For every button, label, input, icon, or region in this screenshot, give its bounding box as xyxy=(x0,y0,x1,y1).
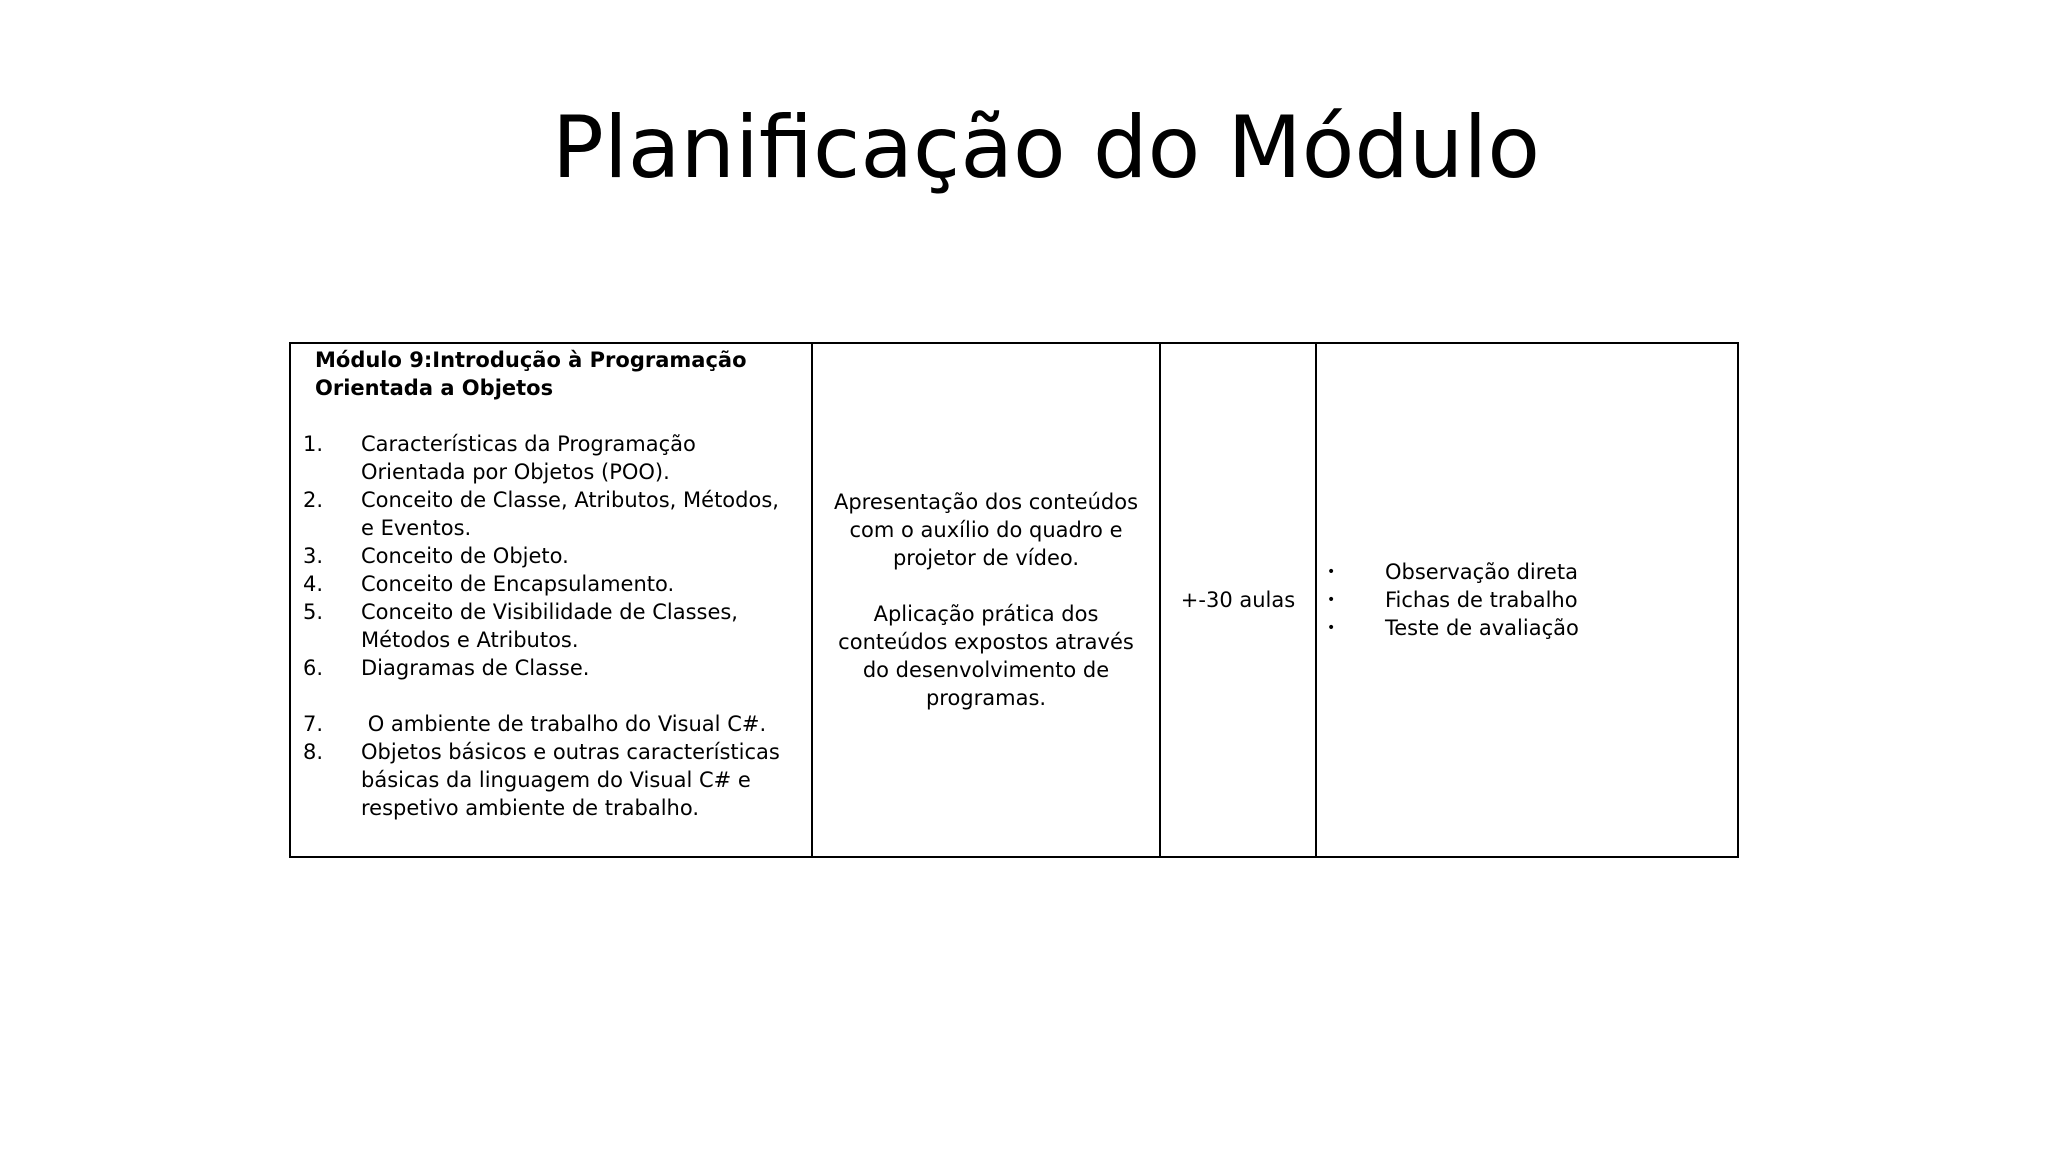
topic-number: 3. xyxy=(303,544,324,568)
topic-number: 8. xyxy=(303,740,324,764)
list-item xyxy=(1327,558,1737,586)
evaluation-text: Fichas de trabalho xyxy=(1385,588,1578,612)
strategy-paragraph: Apresentação dos conteúdos com o auxílio do quadro e projetor de vídeo. xyxy=(833,490,1139,570)
topic-text: Diagramas de Classe. xyxy=(361,656,590,680)
topic-text: Conceito de Visibilidade de Classes, Métodos e Atributos. xyxy=(361,600,738,652)
topic-text: Conceito de Classe, Atributos, Métodos, e Eventos. xyxy=(361,488,779,540)
topic-number: 4. xyxy=(303,572,324,596)
topic-number: 6. xyxy=(303,656,324,680)
list-item xyxy=(303,570,797,598)
topic-text: Objetos básicos e outras características básicas da linguagem do Visual C# e respetivo ambiente de trabalho. xyxy=(361,740,780,820)
topic-number: 5. xyxy=(303,600,324,624)
topic-number: 2. xyxy=(303,488,324,512)
table-row xyxy=(290,343,1738,857)
list-item xyxy=(303,738,797,822)
bullet-icon: • xyxy=(1327,564,1336,580)
list-item xyxy=(303,710,797,738)
strategies-cell xyxy=(812,343,1160,857)
bullet-icon: • xyxy=(1327,592,1336,608)
module-heading: Módulo 9:Introdução à Programação Orientada a Objetos xyxy=(315,348,747,400)
list-item xyxy=(303,486,797,542)
contents-cell xyxy=(290,343,812,857)
topic-list xyxy=(303,430,797,822)
slide-title: Planificação do Módulo xyxy=(552,98,1540,198)
strategies-wrap xyxy=(813,488,1159,712)
strategy-paragraph: Aplicação prática dos conteúdos expostos através do desenvolvimento de programas. xyxy=(838,602,1134,710)
evaluation-text: Observação direta xyxy=(1385,560,1578,584)
list-item xyxy=(1327,586,1737,614)
module-plan-table xyxy=(289,342,1739,858)
evaluation-list xyxy=(1317,558,1737,642)
list-item xyxy=(303,598,797,654)
topic-number: 7. xyxy=(303,712,324,736)
evaluation-text: Teste de avaliação xyxy=(1385,616,1579,640)
topic-text: Conceito de Objeto. xyxy=(361,544,569,568)
topic-text: O ambiente de trabalho do Visual C#. xyxy=(361,712,767,736)
topic-number: 1. xyxy=(303,432,324,456)
bullet-icon: • xyxy=(1327,620,1336,636)
list-item xyxy=(303,542,797,570)
list-item xyxy=(1327,614,1737,642)
list-item xyxy=(303,654,797,682)
list-item xyxy=(303,430,797,486)
duration-text: +-30 aulas xyxy=(1180,588,1296,612)
topic-text: Conceito de Encapsulamento. xyxy=(361,572,675,596)
evaluation-cell xyxy=(1316,343,1738,857)
contents-wrap xyxy=(291,344,811,842)
duration-cell xyxy=(1160,343,1316,857)
topic-text: Características da Programação Orientada por Objetos (POO). xyxy=(361,432,696,484)
